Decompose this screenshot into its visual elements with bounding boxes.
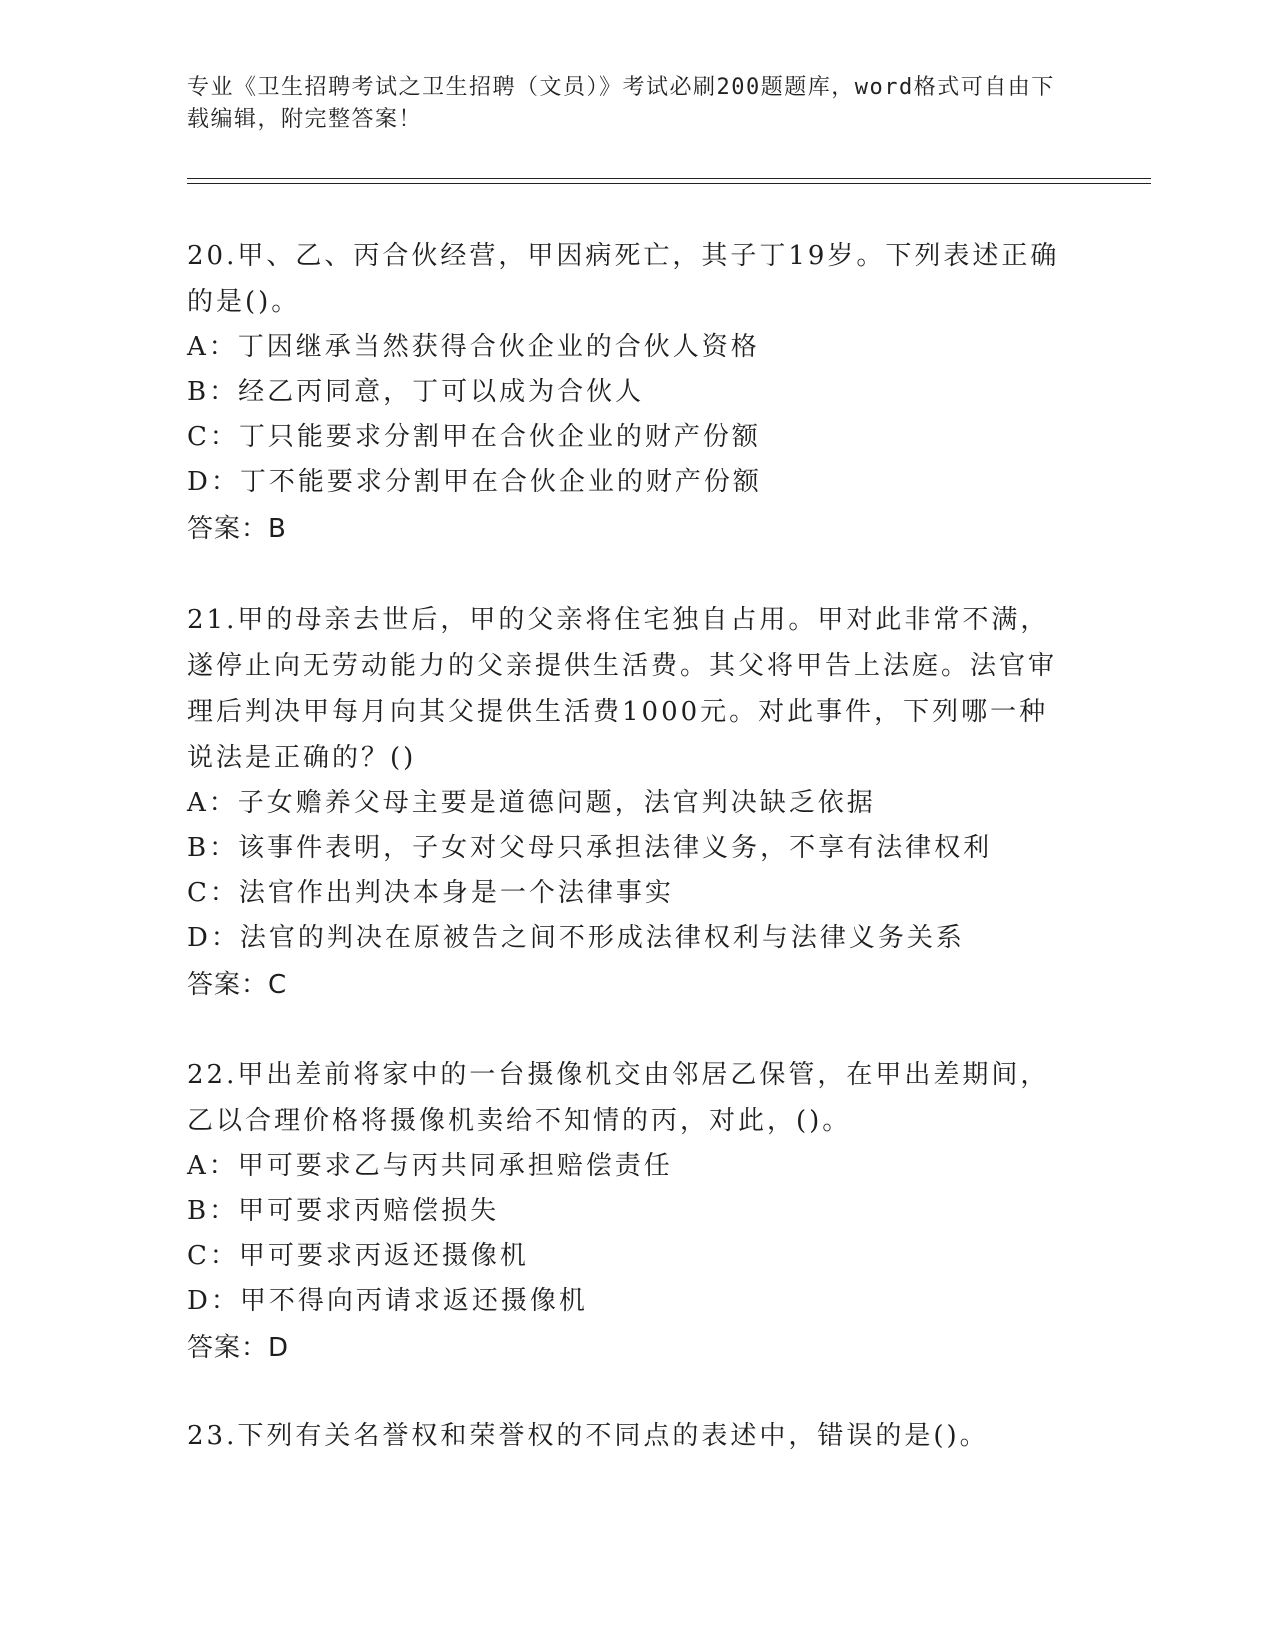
option-a: A：甲可要求乙与丙共同承担赔偿责任 (187, 1151, 673, 1181)
option-a: A：丁因继承当然获得合伙企业的合伙人资格 (187, 332, 760, 362)
option-c: C：丁只能要求分割甲在合伙企业的财产份额 (187, 422, 761, 452)
question-stem: 22.甲出差前将家中的一台摄像机交由邻居乙保管，在甲出差期间，乙以合理价格将摄像机卖给不知情的丙，对此，()。 (187, 1060, 1050, 1136)
option-c: C：法官作出判决本身是一个法律事实 (187, 878, 674, 908)
question-21 (187, 597, 1067, 1009)
option-a: A：子女赡养父母主要是道德问题，法官判决缺乏依据 (187, 788, 876, 818)
option-d: D：法官的判决在原被告之间不形成法律权利与法律义务关系 (187, 923, 965, 953)
question-22 (187, 1052, 1067, 1372)
answer-line: 答案：C (187, 970, 288, 1000)
question-20 (187, 233, 1067, 553)
header-divider-top (187, 178, 1151, 179)
header-divider-bottom (187, 183, 1151, 184)
option-d: D：丁不能要求分割甲在合伙企业的财产份额 (187, 467, 762, 497)
question-stem: 21.甲的母亲去世后，甲的父亲将住宅独自占用。甲对此非常不满，遂停止向无劳动能力的父亲提供生活费。其父将甲告上法庭。法官审理后判决甲每月向其父提供生活费1000元。对此事件，下列哪一种说法是正确的？() (187, 605, 1058, 773)
option-b: B：该事件表明，子女对父母只承担法律义务，不享有法律权利 (187, 833, 993, 863)
answer-line: 答案：B (187, 514, 287, 544)
option-b: B：甲可要求丙赔偿损失 (187, 1196, 500, 1226)
document-header: 专业《卫生招聘考试之卫生招聘（文员）》考试必刷200题题库，word格式可自由下载编辑，附完整答案！ (187, 75, 1055, 132)
option-b: B：经乙丙同意，丁可以成为合伙人 (187, 377, 645, 407)
option-c: C：甲可要求丙返还摄像机 (187, 1241, 529, 1271)
question-stem: 23.下列有关名誉权和荣誉权的不同点的表述中，错误的是()。 (187, 1421, 989, 1451)
question-23 (187, 1413, 1067, 1459)
answer-line: 答案：D (187, 1333, 290, 1363)
question-stem: 20.甲、乙、丙合伙经营，甲因病死亡，其子丁19岁。下列表述正确的是()。 (187, 241, 1060, 317)
option-d: D：甲不得向丙请求返还摄像机 (187, 1286, 588, 1316)
